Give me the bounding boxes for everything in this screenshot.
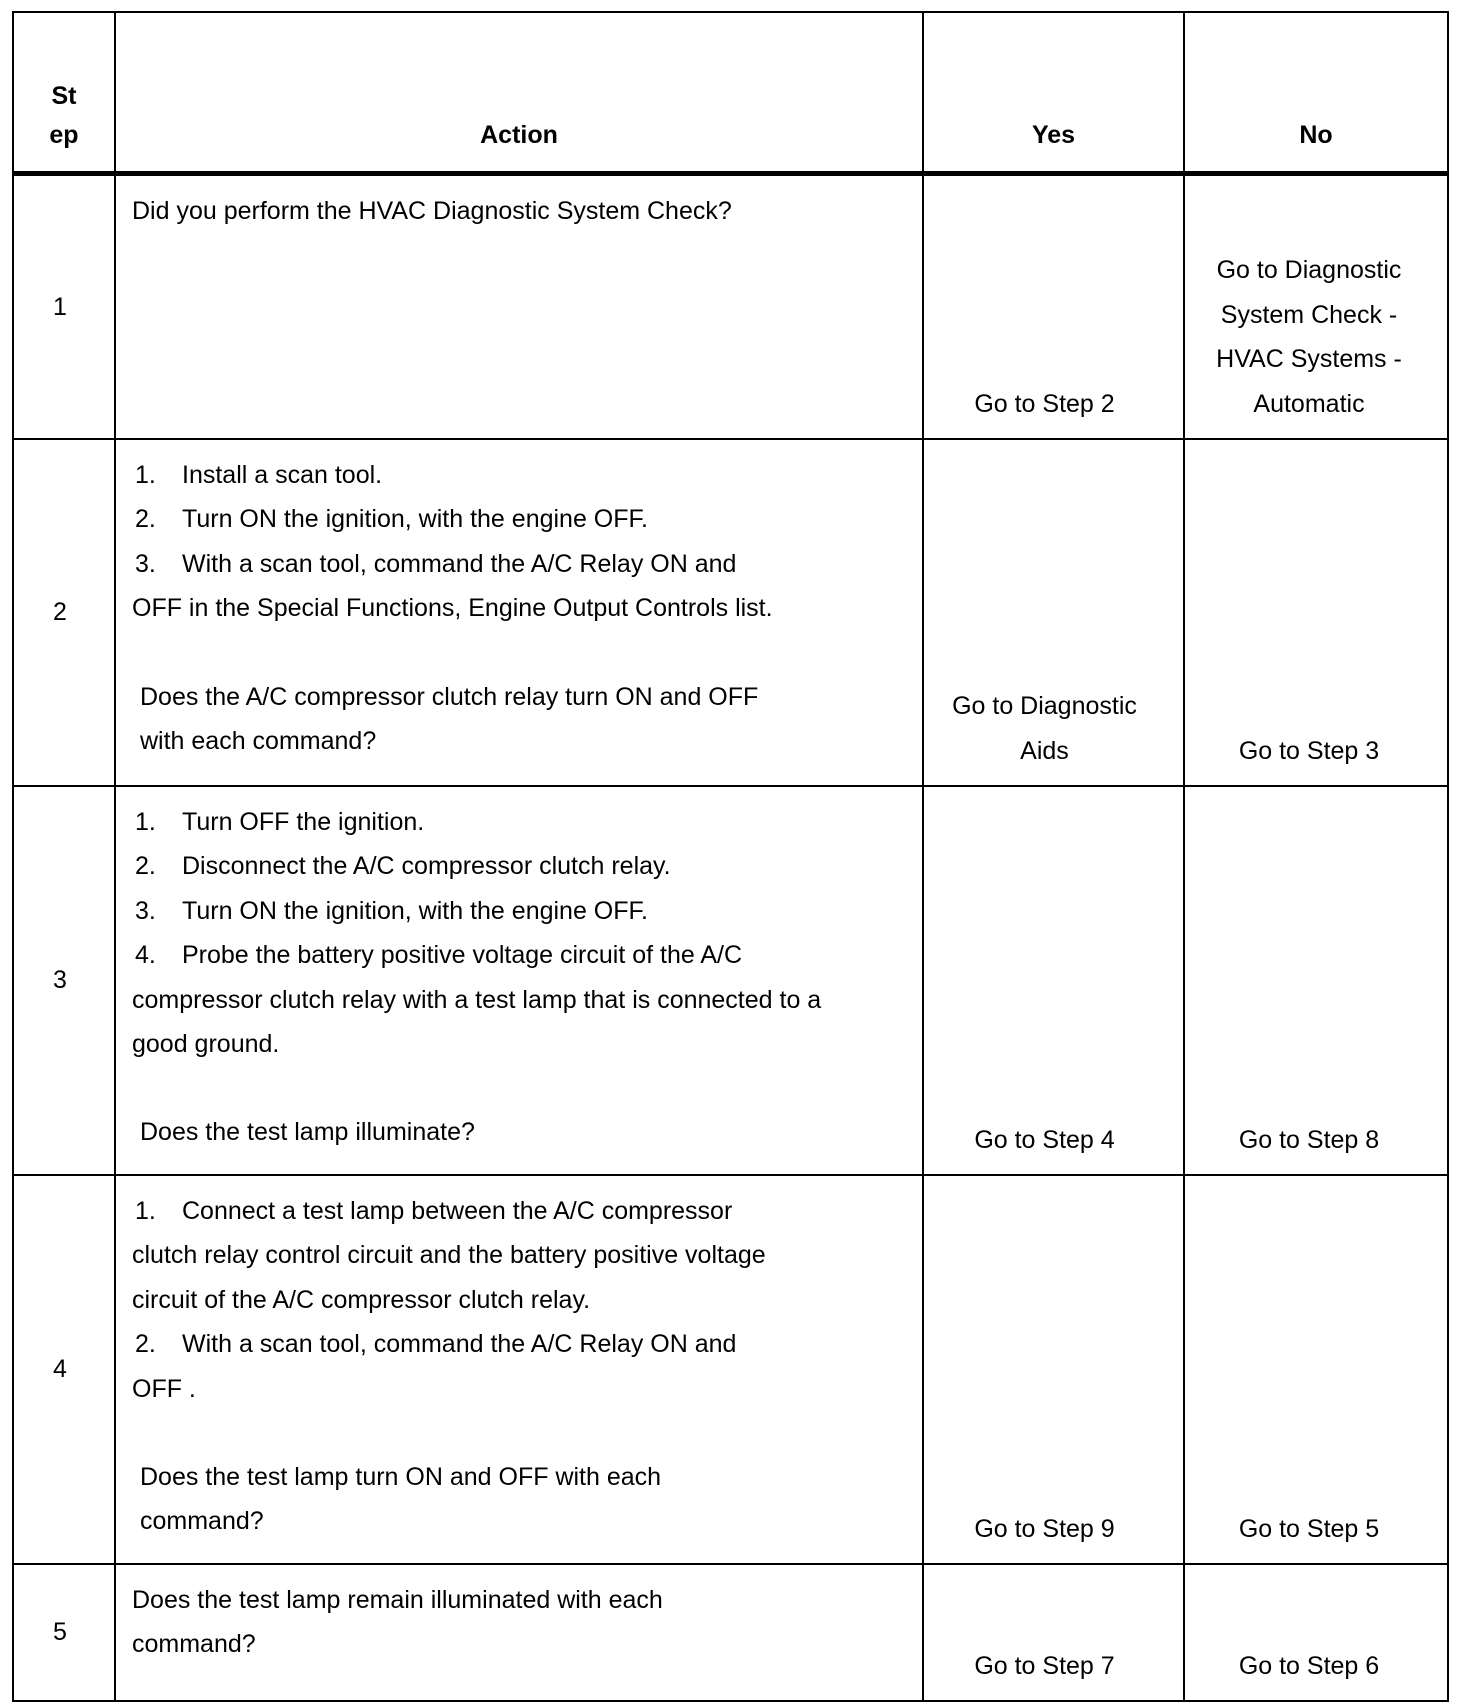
no-cell: Go to Step 3	[1184, 439, 1448, 786]
header-step: St ep	[13, 12, 115, 174]
diagnostic-table-sheet	[12, 11, 1447, 1702]
yes-cell: Go to Diagnostic Aids	[923, 439, 1184, 786]
table-header-row	[13, 12, 1448, 174]
action-list-item: 1. Turn OFF the ignition.	[135, 808, 425, 836]
action-list-item-continued: compressor clutch relay with a test lamp that is connected to a good ground.	[132, 985, 822, 1059]
action-list-item: 2. With a scan tool, command the A/C Relay ON and	[135, 1330, 737, 1359]
action-cell	[115, 786, 923, 1175]
table-row	[13, 1175, 1448, 1564]
table-row	[13, 786, 1448, 1175]
table-row	[13, 1564, 1448, 1701]
header-action: Action	[115, 12, 923, 174]
action-cell	[115, 1564, 923, 1701]
step-number: 2	[13, 439, 115, 786]
action-question: Does the A/C compressor clutch relay turn ON and OFF with each command?	[140, 682, 759, 756]
step-number: 3	[13, 786, 115, 1175]
action-cell	[115, 439, 923, 786]
action-list-item: 3. Turn ON the ignition, with the engine OFF.	[135, 896, 648, 925]
action-question: Does the test lamp turn ON and OFF with each command?	[140, 1463, 662, 1536]
action-question: Did you perform the HVAC Diagnostic System Check?	[132, 197, 732, 225]
step-number: 5	[13, 1564, 115, 1701]
table-row	[13, 174, 1448, 440]
action-list-item-continued: clutch relay control circuit and the battery positive voltage circuit of the A/C compressor clutch relay.	[132, 1241, 766, 1314]
action-question: Does the test lamp remain illuminated with each command?	[132, 1586, 663, 1659]
action-list-item: 4. Probe the battery positive voltage circuit of the A/C	[135, 941, 743, 970]
action-list-item-continued: OFF .	[132, 1374, 196, 1403]
yes-cell: Go to Step 9	[923, 1175, 1184, 1564]
header-no: No	[1184, 12, 1448, 174]
no-cell: Go to Step 5	[1184, 1175, 1448, 1564]
action-cell	[115, 1175, 923, 1564]
action-list-item-continued: OFF in the Special Functions, Engine Output Controls list.	[132, 594, 773, 623]
action-list-item: 2. Turn ON the ignition, with the engine OFF.	[135, 505, 648, 534]
no-cell: Go to Diagnostic System Check - HVAC Systems - Automatic	[1184, 174, 1448, 440]
yes-cell: Go to Step 2	[923, 174, 1184, 440]
action-cell	[115, 174, 923, 440]
action-question: Does the test lamp illuminate?	[140, 1118, 475, 1147]
yes-cell: Go to Step 7	[923, 1564, 1184, 1701]
diagnostic-table	[12, 11, 1449, 1702]
no-cell: Go to Step 6	[1184, 1564, 1448, 1701]
step-number: 1	[13, 174, 115, 440]
yes-cell: Go to Step 4	[923, 786, 1184, 1175]
action-list-item: 1. Connect a test lamp between the A/C compressor	[135, 1197, 733, 1225]
action-list-item: 3. With a scan tool, command the A/C Relay ON and	[135, 549, 737, 578]
table-row	[13, 439, 1448, 786]
header-yes: Yes	[923, 12, 1184, 174]
step-number: 4	[13, 1175, 115, 1564]
no-cell: Go to Step 8	[1184, 786, 1448, 1175]
action-list-item: 2. Disconnect the A/C compressor clutch relay.	[135, 852, 671, 881]
action-list-item: 1. Install a scan tool.	[135, 461, 383, 489]
